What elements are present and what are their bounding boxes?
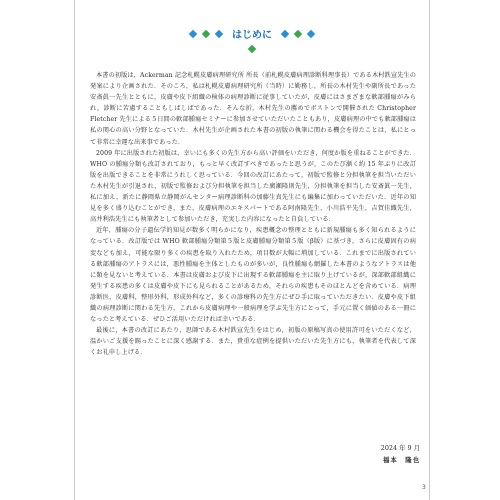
diamond-icon <box>215 29 223 37</box>
diamond-icon <box>202 29 210 37</box>
section-heading <box>74 26 430 52</box>
diamond-icon <box>248 45 256 53</box>
diamond-icon <box>189 29 197 37</box>
signoff <box>381 442 420 466</box>
paragraph: 最後に，本書の改訂にあたり，思師である木村鉄宣先生をはじめ，初版の原稿写真の使用許可をいただくなど，温かいご支援を賜ったことに深く感謝する．また，貴重な症例を提供いただいた先生方にも，執筆者を代表して深くお礼申し上げる． <box>90 327 416 357</box>
paragraph: 本書の初版は，Ackerman 記念札幌皮膚病理研究所 所長（前札幌皮膚病理診断科理事長）である木村鉄宣先生の発案により企画された．そのころ，私は札幌皮膚病理研究所（当時）に勤務し，所長の木村先生や副所長であった安斎眞一先生とともに，皮膚や皮下組織の検体の病理診断に従事していたが，皮膚にはさまざまな軟部腫瘍がみられ，診断に苦慮することもしばしばであった．そんな折，木村先生の薦めでボストンで開催された Christopher Fletcher 先生による５日間の軟部腫瘍セミナーに参加させていただいたこともあり，皮膚病理の中でも軟部腫瘍は私の関心の高い分野となっていた．木村先生が企画された本書の初版の執筆に関わる機会を得たことは，私にとって非常に幸運な出来事であった． <box>90 72 416 146</box>
diamond-icon <box>307 29 315 37</box>
signoff-date: 2024 年 9 月 <box>380 444 420 452</box>
body-text <box>90 70 416 358</box>
page-number: 3 <box>422 484 426 491</box>
page-title: はじめに <box>232 30 272 41</box>
signoff-author: 福本 隆也 <box>383 456 420 464</box>
paragraph: 2009 年に出版された初版は，幸いにも多くの先生方から高い評価をいただき，何度か版を重ねることができた．WHO の腫瘍分類も改訂されており，もっと早く改訂すべきであったと思うが，このたび漸く約 15 年ぶりに改訂版を出版できることを非常にうれしく思っている．今回の改訂にあたって，初版で監修と分担執筆を担当いただいた木村先生が引退され，初版で監修および分担執筆を担当した廣瀬隆則先生，分担執筆を担当した安斎眞一先生，私に加え，新たに静岡県立静岡がんセンター病理診断科の加藤生真先生にも編集に加わっていただいた．近年の知見を多く盛り込むことができ，また，皮膚病理のエキスパートである阿南隆先生，小川浩平先生，吉賀佳織先生，高井利浩先生にも執筆者として参加いただき，充実した内容になったと自負している． <box>90 149 416 224</box>
diamond-icon <box>281 29 289 37</box>
paragraph: 近年，腫瘍の分子遺伝学的知見が数多く明らかになり，疾患概念の整理とともに新規腫瘍も多く知られるようになっている．改訂版では WHO 軟部腫瘍分類第５版と皮膚腫瘍分類第５版（β版）に基づき，さらに皮膚固有の病変なども加え，可能な限り多くの疾患を取り入れたため，項目数が大幅に増加している．これまでに出版されている軟部腫瘍のアトラスには，悪性腫瘍を主体としたものが多いが，良性腫瘍も網羅した本書のようなアトラスは他に類を見ないと考えている．本書は皮膚および皮下に出現する軟部腫瘍を主に取り上げているが，深部軟部組織に発生する疾患の多くは皮膚や皮下にも見られることがあるため，それらの疾患もそのほとんどを含めている．病理診断医，皮膚科，整形外科，形成外科など，多くの診療科の先生方にぜひ手に取っていただきたい．皮膚や皮下組織の病理診断に関わる先生方，これから皮膚病理や一般病理を学ぶ先生方にとって，手元に置く価値のある一冊になったと考えている．ぜひご活用いただければ幸いである． <box>90 227 416 324</box>
diamond-icon <box>294 29 302 37</box>
